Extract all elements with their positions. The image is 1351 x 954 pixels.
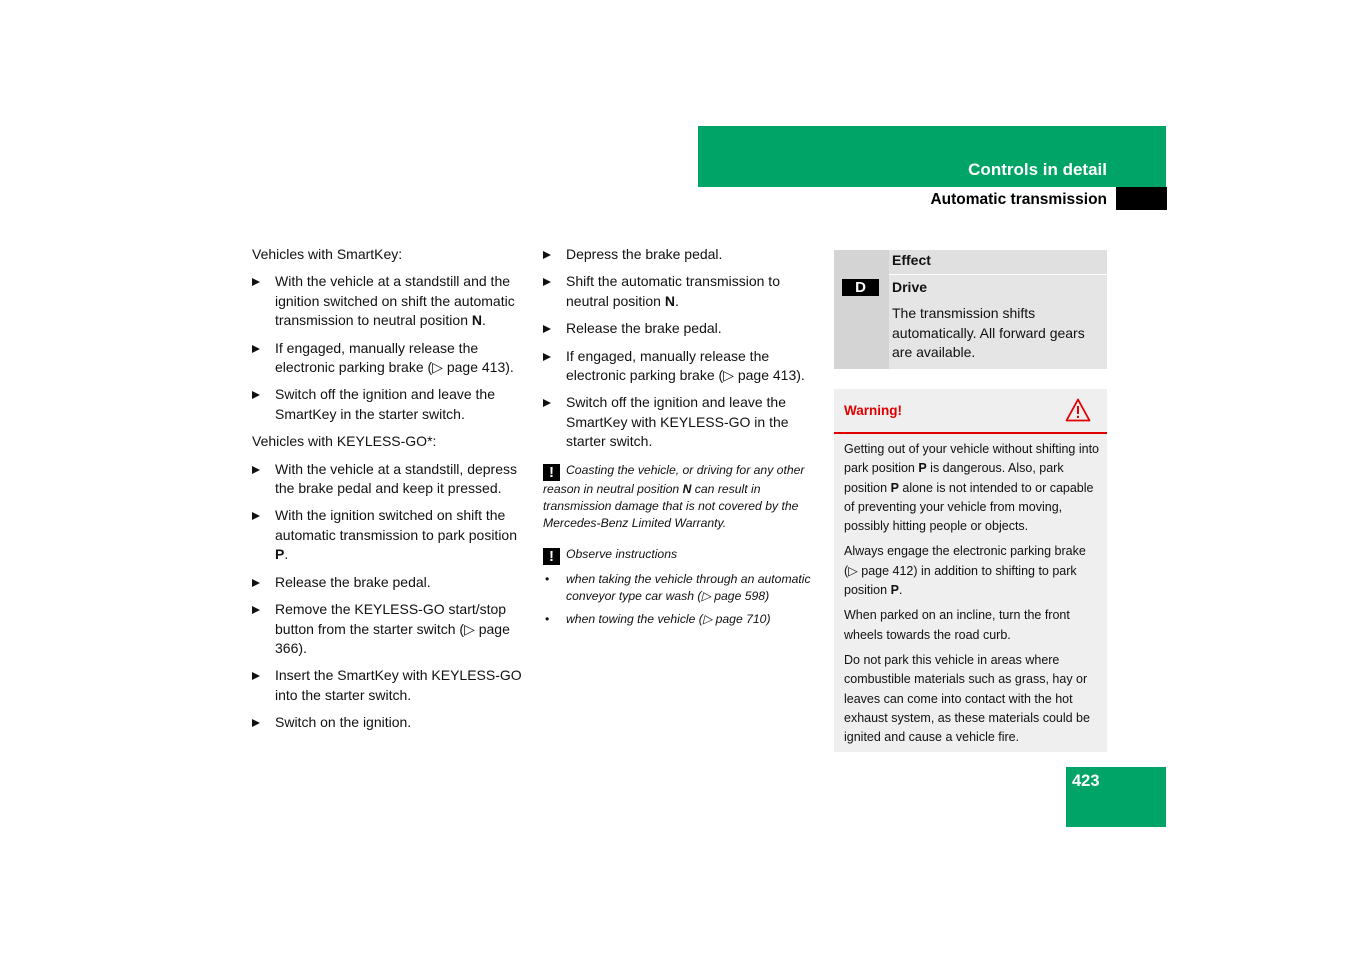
arrow-icon — [252, 512, 260, 520]
gear-table — [834, 250, 1107, 369]
exclamation-icon: ! — [543, 548, 560, 565]
smartkey-intro: Vehicles with SmartKey: — [252, 246, 403, 262]
table-row — [834, 275, 1107, 369]
warning-paragraph — [844, 542, 1099, 600]
row-text: The transmission shifts automatically. All forward gears are available. — [892, 305, 1085, 361]
damage-note — [543, 462, 823, 532]
section-title: Controls in detail — [968, 160, 1107, 179]
table-header-symbol-cell — [834, 250, 889, 275]
note-text: can result in transmission damage that is not covered by the Mercedes-Benz Limited Warranty. — [543, 481, 799, 530]
warning-text: is dangerous. Also, park position — [844, 461, 1064, 495]
list-item — [543, 611, 823, 628]
step-item — [543, 319, 823, 338]
step-text: Switch on the ignition. — [275, 714, 412, 731]
arrow-icon — [252, 606, 260, 614]
step-text: Depress the brake pedal. — [566, 246, 723, 262]
warning-text: alone is not intended to or capable of preventing your vehicle from moving, possibly hitting people or objects. — [844, 480, 1094, 534]
step-text: Switch off the ignition and leave the SmartKey with KEYLESS-GO in the starter switch. — [566, 394, 789, 450]
exclamation-icon: ! — [543, 464, 560, 481]
warning-triangle-icon — [1065, 398, 1091, 422]
step-item — [543, 272, 823, 311]
step-text: . — [482, 312, 486, 329]
step-bold: N — [664, 292, 675, 309]
warning-box — [834, 389, 1107, 752]
step-text: Release the brake pedal. — [275, 573, 431, 590]
bullet-icon: • — [545, 571, 550, 586]
warning-paragraph: When parked on an incline, turn the front wheels towards the road curb. — [844, 608, 1070, 642]
arrow-icon — [252, 278, 260, 286]
list-item — [543, 571, 823, 605]
step-item — [252, 385, 532, 424]
keyless-intro: Vehicles with KEYLESS-GO*: — [252, 433, 437, 450]
step-item — [252, 272, 532, 330]
step-text: Shift the automatic transmission to neutral position — [566, 273, 780, 309]
step-item — [252, 339, 532, 378]
step-text: If engaged, manually release the electronic parking brake (▷ page 413). — [275, 339, 514, 376]
step-item — [543, 245, 823, 264]
note-bold: N — [682, 481, 692, 496]
warning-paragraph: Do not park this vehicle in areas where combustible materials such as grass, hay or leaves can come into contact with the hot exhaust system, as these materials could be ignited and cause a vehicle fire. — [844, 652, 1090, 745]
step-item — [543, 347, 823, 386]
warning-paragraph — [844, 440, 1099, 536]
bullet-icon: • — [545, 611, 550, 626]
step-item — [252, 460, 532, 499]
column-left — [252, 245, 532, 741]
step-item — [252, 506, 532, 564]
effect-cell — [889, 275, 1107, 369]
arrow-icon — [543, 278, 551, 286]
step-item — [252, 666, 532, 705]
warning-bold: P — [890, 480, 899, 495]
column-middle — [543, 245, 823, 628]
warning-bold: P — [918, 461, 927, 476]
step-text: Remove the KEYLESS-GO start/stop button from the starter switch (▷ page 366). — [275, 601, 510, 656]
arrow-icon — [543, 399, 551, 407]
subsection-title: Automatic transmission — [930, 191, 1107, 208]
warning-text: . — [898, 583, 903, 598]
step-item — [252, 573, 532, 592]
warning-header — [834, 389, 1107, 434]
step-text: With the ignition switched on shift the automatic transmission to park position — [275, 507, 517, 543]
section-tab-marker — [1116, 187, 1167, 210]
table-header — [834, 250, 1107, 275]
step-text: With the vehicle at a standstill and the ignition switched on shift the automatic transmission to neutral position — [275, 273, 515, 329]
page-number: 423 — [1072, 772, 1100, 790]
step-bold: N — [471, 312, 482, 329]
row-title: Drive — [892, 279, 928, 295]
step-item — [543, 393, 823, 451]
gear-d-badge: D — [842, 279, 879, 296]
step-text: Release the brake pedal. — [566, 320, 722, 337]
warning-bold: P — [890, 583, 899, 598]
step-bold: P — [275, 546, 285, 563]
arrow-icon — [252, 672, 260, 680]
note-text: Observe instructions — [566, 546, 678, 561]
arrow-icon — [543, 353, 551, 361]
arrow-icon — [252, 719, 260, 727]
table-header-effect: Effect — [889, 250, 1107, 275]
warning-text: Getting out of your vehicle without shifting into park position — [844, 442, 1100, 476]
note-text: Coasting the vehicle, or driving for any other reason in neutral position — [543, 462, 805, 496]
step-item — [252, 600, 532, 658]
bullet-text: when towing the vehicle (▷ page 710) — [566, 611, 771, 626]
arrow-icon — [543, 325, 551, 333]
step-text: . — [284, 546, 289, 563]
gear-symbol-cell — [834, 275, 889, 369]
observe-note — [543, 546, 823, 565]
step-text: . — [674, 292, 679, 309]
arrow-icon — [252, 579, 260, 587]
warning-title: Warning! — [844, 403, 902, 418]
step-text: Insert the SmartKey with KEYLESS-GO into the starter switch. — [275, 667, 522, 703]
bullet-text: when taking the vehicle through an automatic conveyor type car wash (▷ page 598) — [566, 571, 811, 603]
arrow-icon — [252, 466, 260, 474]
warning-text: Always engage the electronic parking brake (▷ page 412) in addition to shifting to park position — [844, 544, 1086, 598]
step-text: Switch off the ignition and leave the SmartKey in the starter switch. — [275, 386, 496, 422]
arrow-icon — [252, 391, 260, 399]
arrow-icon — [543, 251, 551, 259]
step-item — [252, 713, 532, 732]
arrow-icon — [252, 345, 260, 353]
step-text: If engaged, manually release the electronic parking brake (▷ page 413). — [566, 347, 805, 384]
warning-body — [834, 434, 1107, 747]
step-text: With the vehicle at a standstill, depress the brake pedal and keep it pressed. — [275, 460, 518, 497]
